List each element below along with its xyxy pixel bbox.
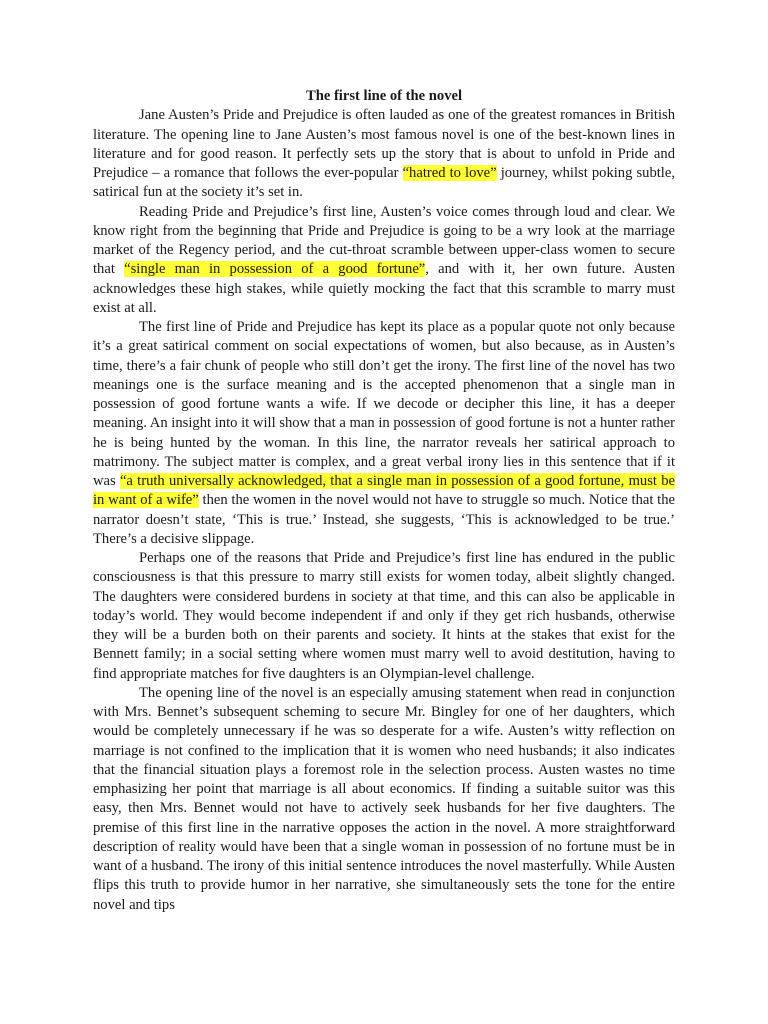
paragraph-text: The first line of Pride and Prejudice has kept its place as a popular quote not only because it’s a great satirical comment on social expectations of women, but also because, as in Austen’s time, there’s a fair chunk of people who still don’t get the irony. The first line of the novel has two meanings one is the surface meaning and is the accepted phenomenon that a single man in possession of good fortune wants a wife. If we decode or decipher this line, it has a deeper meaning. An insight into it will show that a man in possession of good fortune is not a hunter rather he is being hunted by the woman. In this line, the narrator reveals her satirical approach to matrimony. The subject matter is complex, and a great verbal irony lies in this sentence that if it was xyxy=(93,319,675,489)
paragraph xyxy=(93,203,675,319)
document-title: The first line of the novel xyxy=(305,88,463,104)
highlighted-quote: “single man in possession of a good fortune” xyxy=(124,261,426,278)
paragraph-text: The opening line of the novel is an especially amusing statement when read in conjunction with Mrs. Bennet’s subsequent scheming to secure Mr. Bingley for one of her daughters, which would be completely unnecessary if he was so desperate for a wife. Austen’s witty reflection on marriage is not confined to the implication that it is women who need husbands; it also indicates that the financial situation plays a foremost role in the selection process. Austen wastes no time emphasizing her point that marriage is all about economics. If finding a suitable suitor was this easy, then Mrs. Bennet would not have to actively seek husbands for her five daughters. The premise of this first line in the narrative opposes the action in the novel. A more straightforward description of reality would have been that a single woman in possession of no fortune must be in want of a husband. The irony of this initial sentence introduces the novel masterfully. While Austen flips this truth to provide humor in her narrative, she simultaneously sets the tone for the entire novel and tips xyxy=(93,684,675,913)
paragraph xyxy=(93,684,675,915)
paragraph-text: journey, whilst poking subtle, satirical fun at the society it’s set in. xyxy=(93,165,675,201)
paragraph-text: Perhaps one of the reasons that Pride and Prejudice’s first line has endured in the public consciousness is that this pressure to marry still exists for women today, albeit slightly changed. The daughters were considered burdens in society at that time, and this can also be applicable in today’s world. They would become independent if and only if they get rich husbands, otherwise they will be a burden both on their parents and society. It hints at the stakes that exist for the Bennett family; in a social setting where women must marry well to avoid destitution, having to find appropriate matches for five daughters is an Olympian-level challenge. xyxy=(93,550,675,682)
paragraph xyxy=(93,318,675,549)
paragraph-text: Jane Austen’s Pride and Prejudice is often lauded as one of the greatest romances in British literature. The opening line to Jane Austen’s most famous novel is one of the best-known lines in literature and for good reason. It perfectly sets up the story that is about to unfold in Pride and Prejudice – a romance that follows the ever-popular xyxy=(93,107,675,181)
document-body xyxy=(93,106,675,915)
document-page xyxy=(93,87,675,915)
paragraph xyxy=(93,549,675,684)
highlighted-quote: “a truth universally acknowledged, that a single man in possession of a good fortune, must be in want of a wife” xyxy=(93,473,675,509)
paragraph-text: , and with it, her own future. Austen acknowledges these high stakes, while quietly mocking the fact that this scramble to marry must exist at all. xyxy=(93,261,676,316)
highlighted-quote: “hatred to love” xyxy=(402,165,497,181)
paragraph xyxy=(93,106,675,202)
paragraph-text: then the women in the novel would not have to struggle so much. Notice that the narrator doesn’t state, ‘This is true.’ Instead, she suggests, ‘This is acknowledged to be true.’ There’s a decisive slippage. xyxy=(93,492,675,547)
paragraph-text: Reading Pride and Prejudice’s first line, Austen’s voice comes through loud and clear. We know right from the beginning that Pride and Prejudice is going to be a wry look at the marriage market of the Regency period, and the cut-throat scramble between upper-class women to secure that xyxy=(93,203,675,278)
